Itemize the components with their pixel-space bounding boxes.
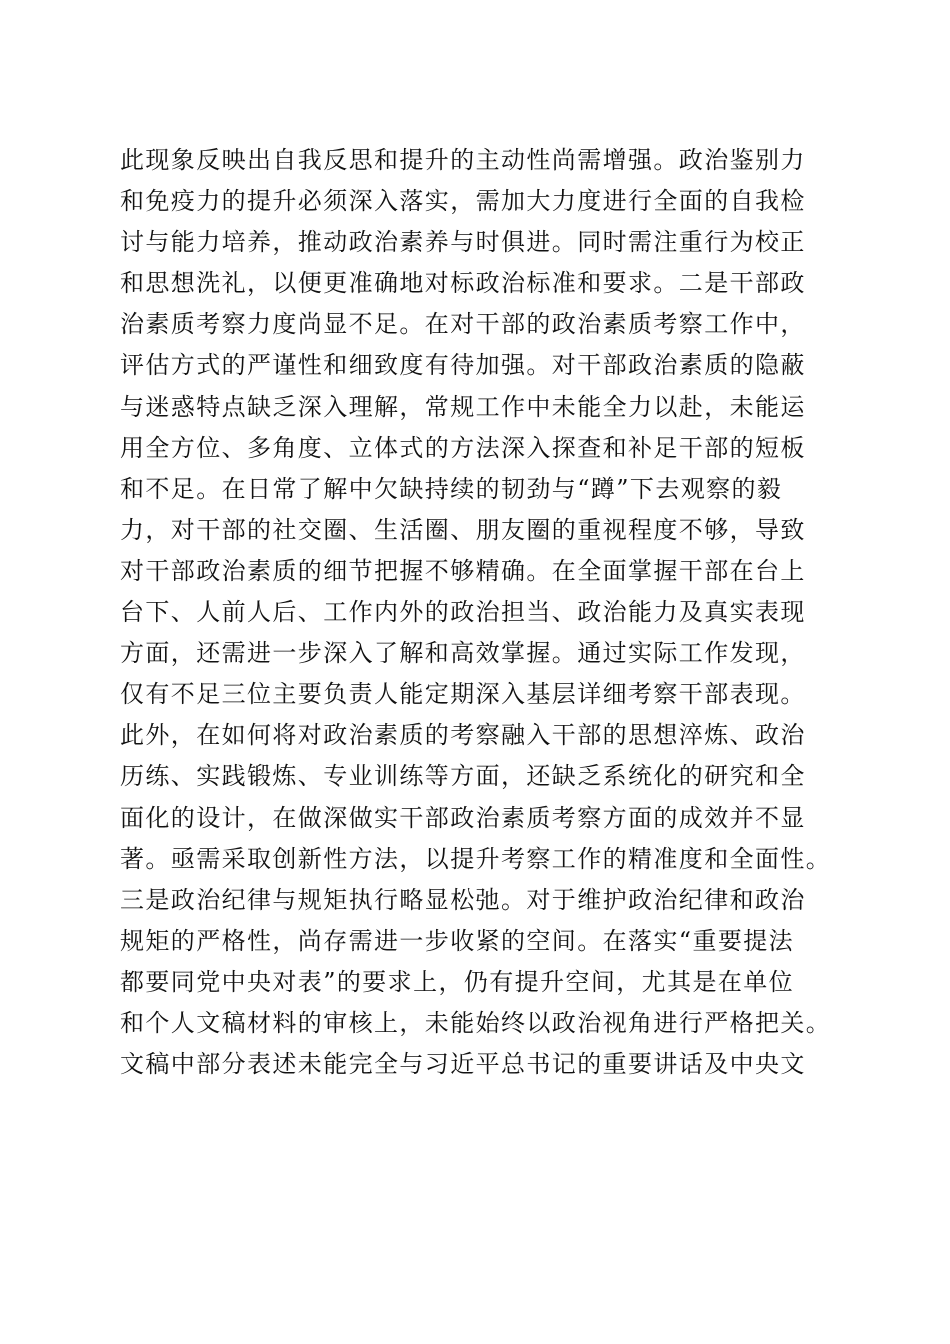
text-line: 力，对干部的社交圈、生活圈、朋友圈的重视程度不够，导致: [120, 515, 806, 544]
text-line: 对干部政治素质的细节把握不够精确。在全面掌握干部在台上: [120, 556, 806, 585]
text-line: 历练、实践锻炼、专业训练等方面，还缺乏系统化的研究和全: [120, 762, 806, 791]
text-line: 仅有不足三位主要负责人能定期深入基层详细考察干部表现。: [120, 680, 806, 709]
text-line: 此现象反映出自我反思和提升的主动性尚需增强。政治鉴别力: [120, 146, 806, 174]
text-line: 方面，还需进一步深入了解和高效掌握。通过实际工作发现，: [120, 639, 806, 668]
text-line: 与迷惑特点缺乏深入理解，常规工作中未能全力以赴，未能运: [120, 392, 806, 421]
text-line: 和个人文稿材料的审核上，未能始终以政治视角进行严格把关。: [120, 1008, 832, 1037]
text-line: 评估方式的严谨性和细致度有待加强。对干部政治素质的隐蔽: [120, 351, 806, 380]
text-line: 台下、人前人后、工作内外的政治担当、政治能力及真实表现: [120, 598, 806, 627]
text-line: 和思想洗礼，以便更准确地对标政治标准和要求。二是干部政: [120, 269, 806, 298]
text-line: 讨与能力培养，推动政治素养与时俱进。同时需注重行为校正: [120, 228, 806, 257]
text-line: 面化的设计，在做深做实干部政治素质考察方面的成效并不显: [120, 803, 806, 832]
text-line: 都要同党中央对表”的要求上，仍有提升空间，尤其是在单位: [120, 967, 795, 996]
text-line: 三是政治纪律与规矩执行略显松弛。对于维护政治纪律和政治: [120, 885, 806, 914]
body-text: [120, 140, 840, 1085]
text-line: 用全方位、多角度、立体式的方法深入探查和补足干部的短板: [120, 433, 806, 462]
text-line: 著。亟需采取创新性方法，以提升考察工作的精准度和全面性。: [120, 844, 832, 873]
text-line: 文稿中部分表述未能完全与习近平总书记的重要讲话及中央文: [120, 1050, 806, 1079]
text-line: 此外，在如何将对政治素质的考察融入干部的思想淬炼、政治: [120, 721, 806, 750]
text-line: 和免疫力的提升必须深入落实，需加大力度进行全面的自我检: [120, 187, 806, 216]
text-line: 和不足。在日常了解中欠缺持续的韧劲与“蹲”下去观察的毅: [120, 474, 783, 503]
text-line: 规矩的严格性，尚存需进一步收紧的空间。在落实“重要提法: [120, 926, 795, 955]
text-line: 治素质考察力度尚显不足。在对干部的政治素质考察工作中，: [120, 310, 806, 339]
